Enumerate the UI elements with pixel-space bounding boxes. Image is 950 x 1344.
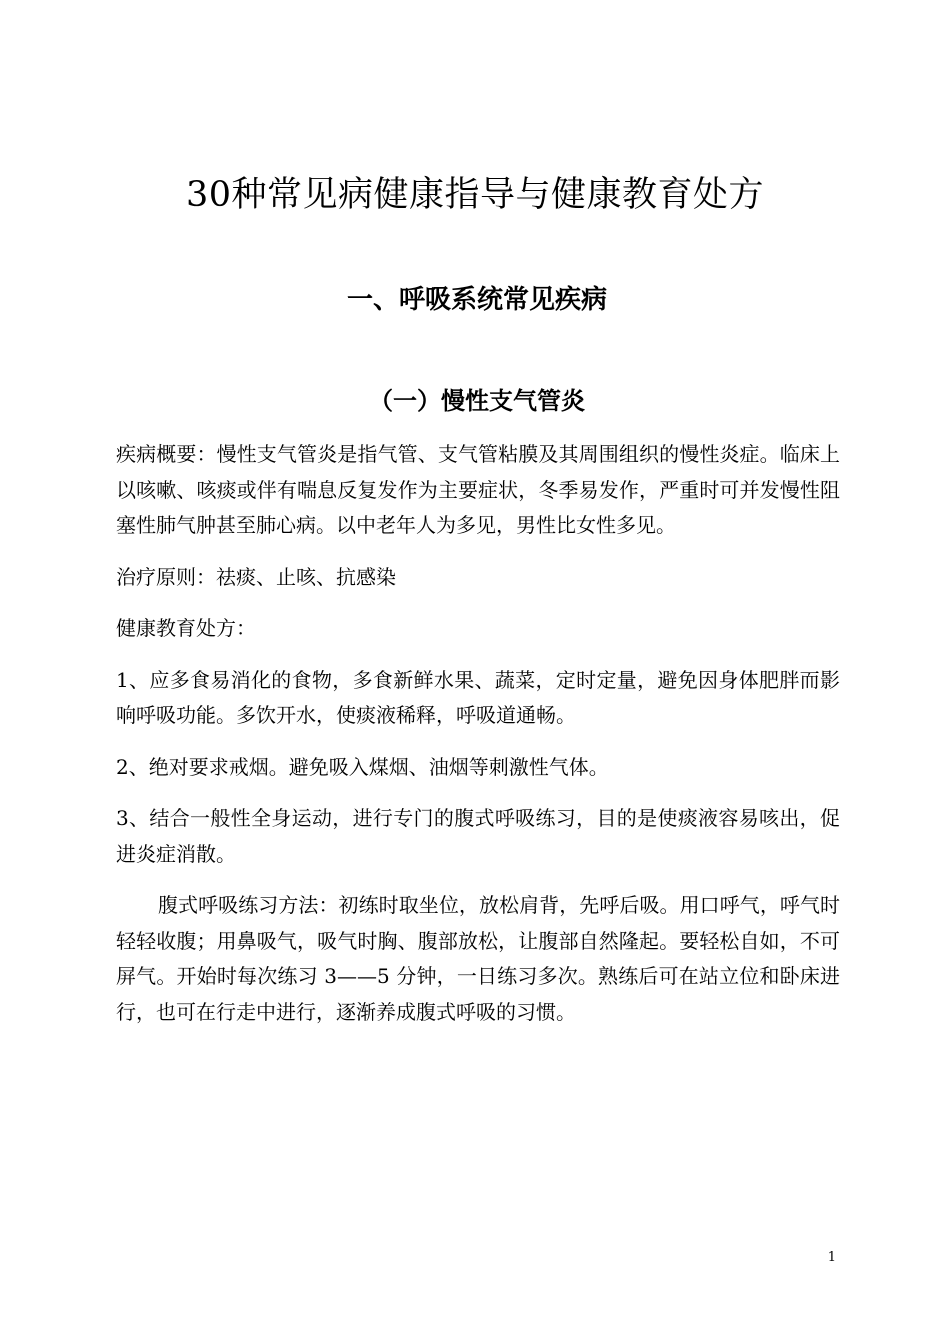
paragraph-item-2: 2、绝对要求戒烟。避免吸入煤烟、油烟等刺激性气体。 bbox=[116, 754, 609, 779]
paragraph-treatment-principle: 治疗原则：祛痰、止咳、抗感染 bbox=[116, 564, 396, 589]
paragraph-disease-overview: 疾病概要：慢性支气管炎是指气管、支气管粘膜及其周围组织的慢性炎症。临床上以咳嗽、咳痰或伴有喘息反复发作为主要症状，冬季易发作，严重时可并发慢性阻塞性肺气肿甚至肺心病。以中老年人为多见，男性比女性多见。 bbox=[116, 442, 840, 537]
document-title: 30种常见病健康指导与健康教育处方 bbox=[185, 175, 765, 215]
paragraph-health-prescription-label: 健康教育处方： bbox=[116, 616, 256, 640]
page-number: 1 bbox=[827, 1250, 836, 1265]
body-text bbox=[116, 437, 840, 1046]
section-heading: （一）慢性支气管炎 bbox=[369, 387, 585, 415]
paragraph-breathing-method: 腹式呼吸练习方法：初练时取坐位，放松肩背，先呼后吸。用口呼气，呼气时轻轻收腹；用鼻吸气，吸气时胸、腹部放松，让腹部自然隆起。要轻松自如，不可屏气。开始时每次练习 3——5 分钟，一日练习多次。熟练后可在站立位和卧床进行，也可在行走中进行，逐渐养成腹式呼吸的习惯。 bbox=[116, 893, 840, 1024]
paragraph-item-1: 1、应多食易消化的食物，多食新鲜水果、蔬菜，定时定量，避免因身体肥胖而影响呼吸功能。多饮开水，使痰液稀释，呼吸道通畅。 bbox=[116, 667, 840, 727]
chapter-heading: 一、呼吸系统常见疾病 bbox=[346, 285, 607, 315]
paragraph-item-3: 3、结合一般性全身运动，进行专门的腹式呼吸练习，目的是使痰液容易咳出，促进炎症消散。 bbox=[116, 806, 840, 866]
